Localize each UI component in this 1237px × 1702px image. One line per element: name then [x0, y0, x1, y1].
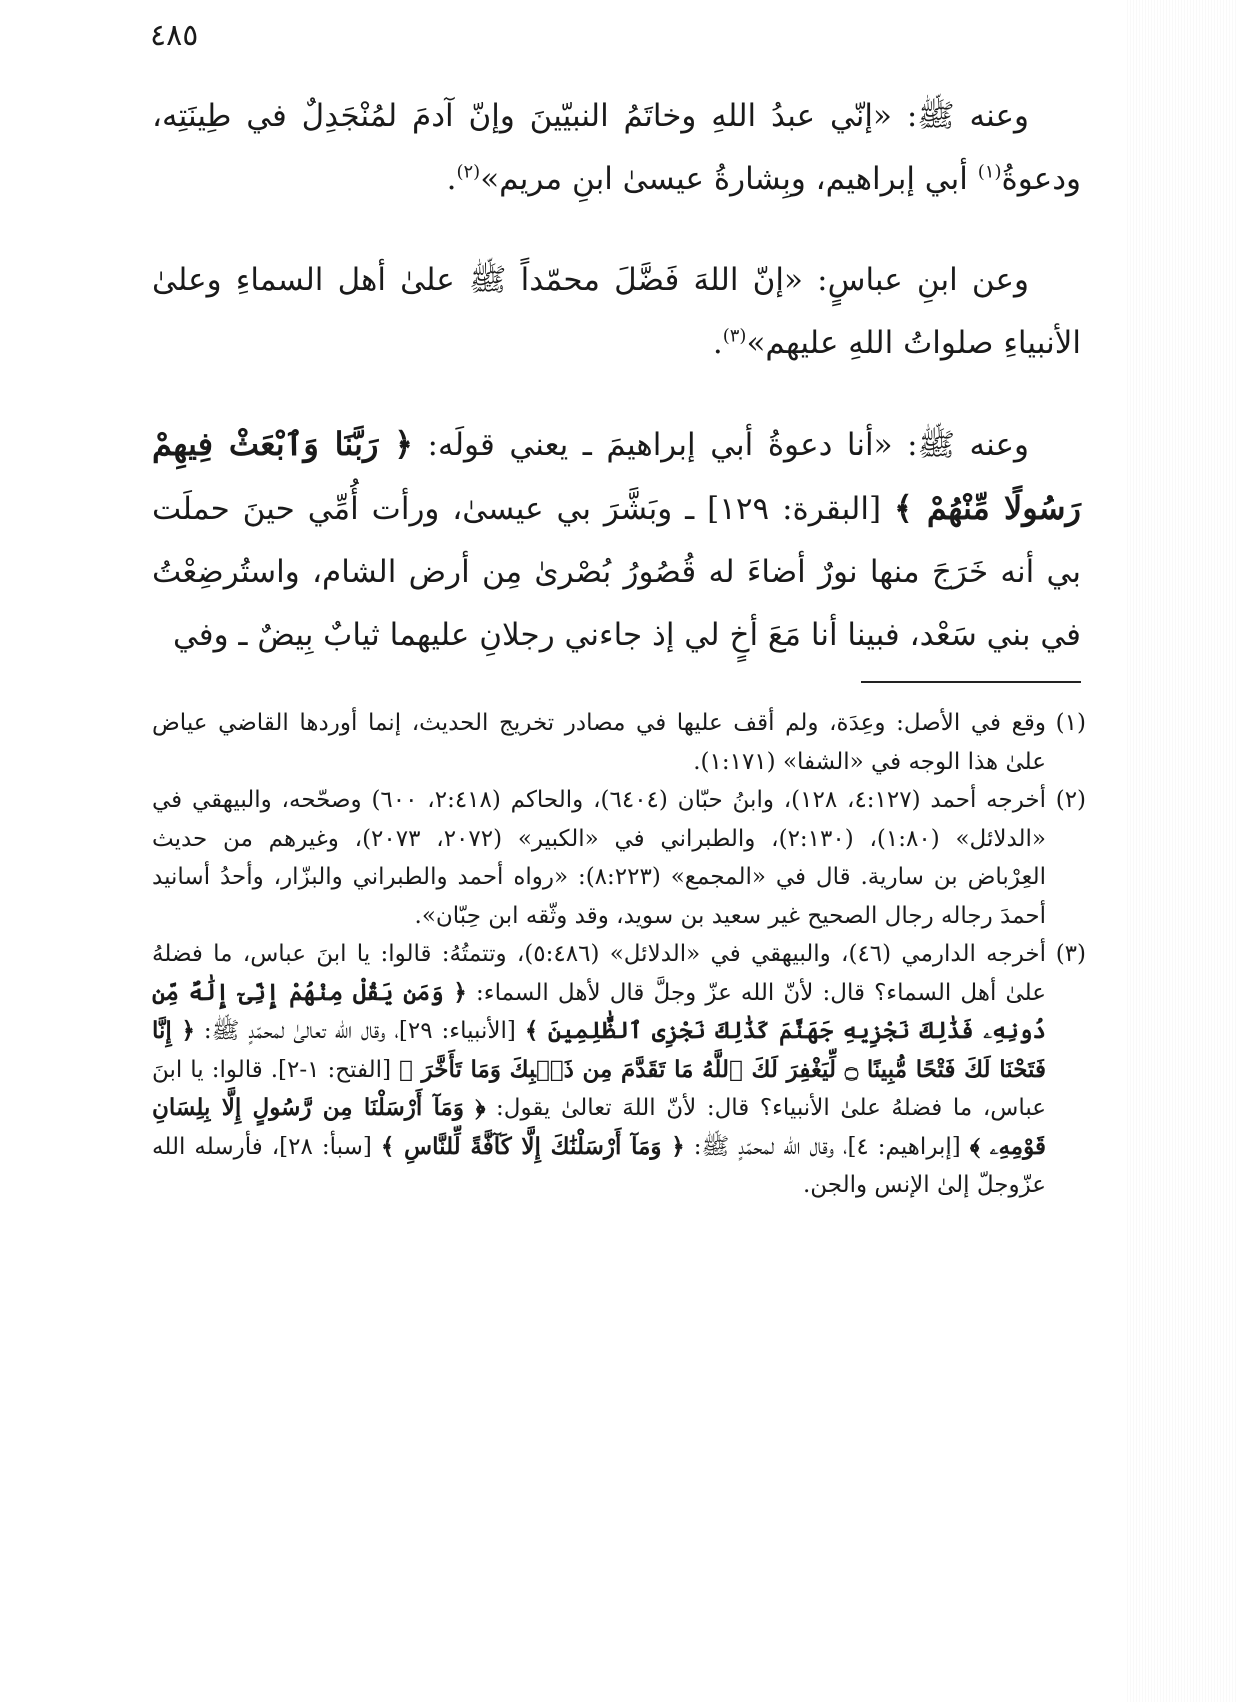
paragraph — [152, 249, 1081, 375]
quran-verse: ﴿ إِنَّا فَتَحْنَا لَكَ فَتْحًا مُّبِينًا ۝ لِّيَغْفِرَ لَكَ ٱللَّهُ مَا تَقَدَّمَ مِن ذَنۢبِكَ وَمَا تَأَخَّرَ ﴾ — [152, 1017, 1046, 1083]
footnote-ref[interactable]: (٢) — [456, 161, 481, 183]
footnote-number: (١) — [1055, 710, 1086, 736]
footnote-number: (٢) — [1055, 787, 1087, 813]
text-run: . — [446, 161, 457, 197]
footnote-text: أخرجه الدارمي (٤٦)، والبيهقي في «الدلائل» (٥:٤٨٦)، وتتمتُهُ: قالوا: يا ابنَ عباس، ما فضلهُ علىٰ أهل السماء؟ قال: لأنّ الله عزّ وجلَّ قال لأهل السماء: — [152, 941, 1047, 1006]
main-text — [152, 85, 1081, 667]
text-run: وعنه ﷺ: «أنا دعوةُ أبي إبراهيمَ ـ يعني قولَه: — [412, 427, 1029, 463]
text-run: [البقرة: ١٢٩] ـ وبَشَّرَ بي عيسىٰ، ورأت أُمِّي حينَ حملَت بي أنه خَرَجَ منها نورٌ أضاءَ له قُصُورُ بُصْرىٰ مِن أرض الشام، واستُرضِعْتُ في بني سَعْد، فبينا أنا مَعَ أخٍ لي إذ جاءني رجلانِ عليهما ثيابٌ بِيضٌ ـ وفي — [152, 491, 1081, 653]
footnote-text: وقع في الأصل: وعِدَة، ولم أقف عليها في مصادر تخريج الحديث، إنما أوردها القاضي عياض علىٰ هذا الوجه في «الشفا» (١:١٧١). — [152, 710, 1046, 775]
footnote-text: [سبأ: ٢٨]، فأرسله الله عزّوجلّ إلىٰ الإنس والجن. — [152, 1133, 1046, 1198]
text-run: . — [712, 325, 723, 361]
footnote-ref[interactable]: (١) — [977, 161, 1002, 183]
footnote — [152, 781, 1086, 935]
footnote — [152, 935, 1086, 1205]
footnote-divider — [861, 681, 1081, 683]
footnotes — [152, 704, 1086, 1205]
footnote-text: أخرجه أحمد (٤:١٢٧، ١٢٨)، وابنُ حبّان (٦٤٠٤)، والحاكم (٢:٤١٨، ٦٠٠) وصحّحه، والبيهقي في «الدلائل» (١:٨٠)، (٢:١٣٠)، والطبراني في «الكبير» (٢٠٧٢، ٢٠٧٣)، وغيرهم من حديث العِرْباض بن سارية. قال في «المجمع» (٨:٢٢٣): «رواه أحمد والطبراني والبزّار، وأحدُ أسانيد أحمدَ رجاله رجال الصحيح غير سعيد بن سويد، وقد وثّقه ابن حِبّان». — [152, 787, 1047, 929]
footnote-text: [الفتح: ١-٢]. قالوا: يا ابنَ عباس، ما فضلهُ علىٰ الأنبياء؟ قال: لأنّ اللهَ تعالىٰ يقول: — [152, 1056, 1046, 1121]
text-run: وعنه ﷺ: «إنّي عبدُ اللهِ وخاتَمُ النبيّينَ وإنّ آدمَ لمُنْجَدِلٌ في طِينَتِه، ودعوةُ — [152, 98, 1081, 197]
text-run: أبي إبراهيم، وبِشارةُ عيسىٰ ابنِ مريم» — [480, 161, 978, 197]
quran-verse: ﴿ وَمَآ أَرْسَلْنَا مِن رَّسُولٍ إِلَّا بِلِسَانِ قَوْمِهِۦ ﴾ — [152, 1094, 1046, 1160]
footnote-text: [إبراهيم: ٤]، وقال الله لمحمّدٍ ﷺ: — [684, 1133, 970, 1160]
quran-verse: ﴿ وَمَآ أَرْسَلْنَٰكَ إِلَّا كَآفَّةً لِّلنَّاسِ ﴾ — [380, 1132, 685, 1160]
footnote — [152, 704, 1086, 781]
footnote-ref[interactable]: (٣) — [722, 325, 747, 347]
paragraph — [152, 413, 1081, 667]
footnote-number: (٣) — [1055, 941, 1087, 967]
quran-verse: ﴿ وَمَن يَقُلْ مِنْهُمْ إِنِّىٓ إِلَٰهٌ مِّن دُونِهِۦ فَذَٰلِكَ نَجْزِيهِ جَهَنَّمَ كَذَٰلِكَ نَجْزِى ٱلظَّٰلِمِينَ ﴾ — [152, 978, 1046, 1044]
text-run: وعن ابنِ عباسٍ: «إنّ اللهَ فَضَّلَ محمّداً ﷺ علىٰ أهل السماءِ وعلىٰ الأنبياءِ صلواتُ اللهِ عليهم» — [152, 262, 1081, 361]
paragraph — [152, 85, 1081, 211]
page-edge-shadow — [1127, 0, 1237, 1702]
quran-verse: ﴿ رَبَّنَا وَٱبْعَثْ فِيهِمْ رَسُولًا مِّنْهُمْ ﴾ — [152, 425, 1081, 527]
page-number: ٤٨٥ — [150, 18, 199, 53]
footnote-text: [الأنبياء: ٢٩]، وقال الله تعالىٰ لمحمّدٍ ﷺ: — [194, 1018, 525, 1044]
